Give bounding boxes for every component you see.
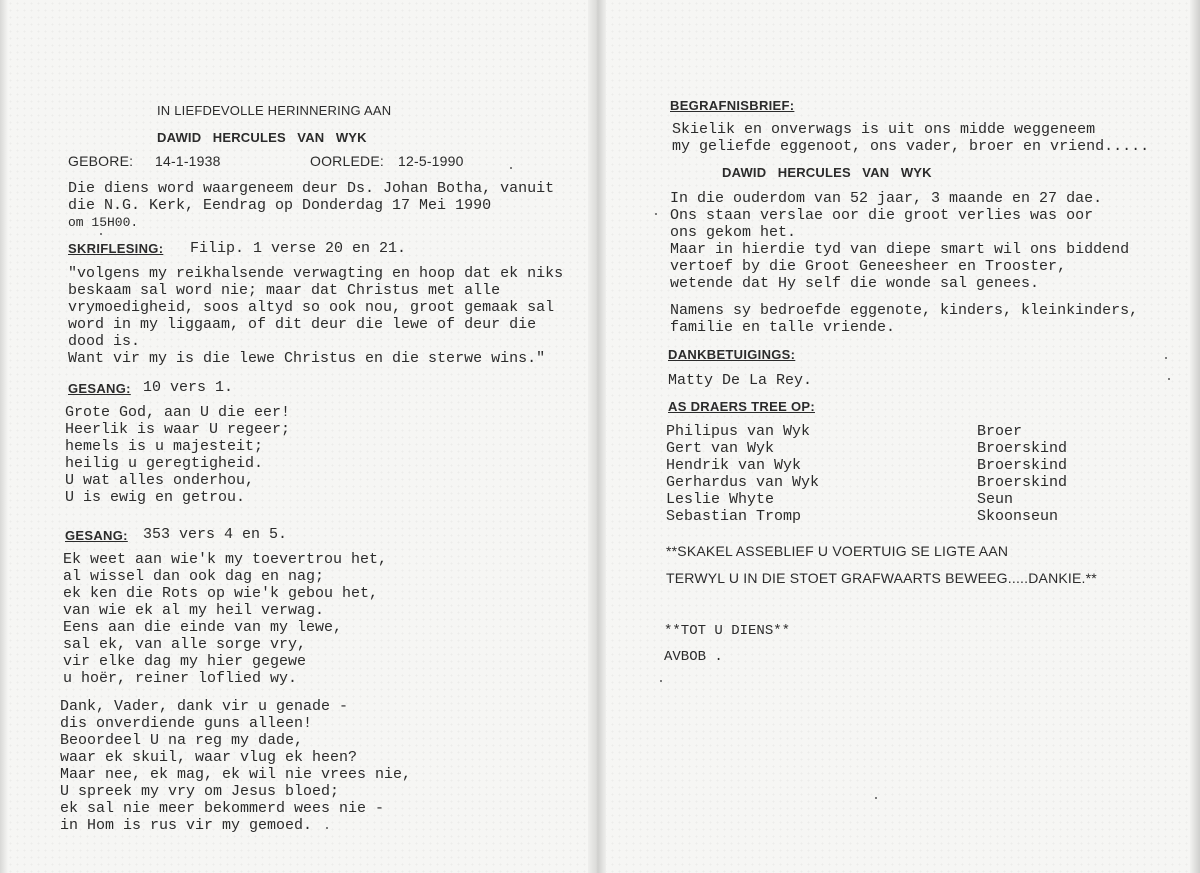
- funeral-letter-label: BEGRAFNISBRIEF:: [670, 98, 795, 113]
- reading-line: beskaam sal word nie; maar dat Christus met alle: [68, 282, 501, 299]
- hymn2-verse2-line: Dank, Vader, dank vir u genade -: [60, 698, 349, 715]
- hymn1-line: Grote God, aan U die eer!: [65, 404, 291, 421]
- hymn2-verse1-line: vir elke dag my hier gegewe: [63, 653, 307, 670]
- hymn2-verse2-line: waar ek skuil, waar vlug ek heen?: [60, 749, 358, 766]
- closing-text: **TOT U DIENS**: [664, 623, 791, 639]
- born-label: GEBORE:: [68, 153, 134, 169]
- hymn1-line: heilig u geregtigheid.: [65, 455, 264, 472]
- company-name: AVBOB .: [664, 649, 723, 665]
- bearer-relation: Broerskind: [977, 440, 1068, 457]
- paper-fold: [588, 0, 606, 873]
- bearer-relation: Broerskind: [977, 474, 1068, 491]
- bearer-name: Sebastian Tromp: [666, 508, 802, 525]
- hymn2-verse2: [60, 698, 411, 834]
- age-line: Maar in hierdie tyd van diepe smart wil ons biddend: [670, 241, 1130, 258]
- funeral-letter-line: my geliefde eggenoot, ons vader, broer en vriend.....: [672, 138, 1150, 155]
- scan-speck: [1168, 378, 1170, 380]
- bearer-name: Hendrik van Wyk: [666, 457, 802, 474]
- reading-text: [68, 265, 563, 367]
- behalf-text: [670, 302, 1138, 336]
- hymn2-verse1-line: Eens aan die einde van my lewe,: [63, 619, 343, 636]
- hymn2-verse2-line: ek sal nie meer bekommerd wees nie -: [60, 800, 385, 817]
- hymn2-label: GESANG:: [65, 528, 128, 543]
- bearers-names: [666, 423, 819, 525]
- deceased-name: DAWID HERCULES VAN WYK: [157, 130, 367, 145]
- reading-line: vrymoedigheid, soos altyd so ook nou, groot gemaak sal: [68, 299, 555, 316]
- hymn2-verse1-line: Ek weet aan wie'k my toevertrou het,: [63, 551, 388, 568]
- hymn2-verse1: [63, 551, 387, 687]
- age-line: In die ouderdom van 52 jaar, 3 maande en 27 dae.: [670, 190, 1103, 207]
- notice-line-1: **SKAKEL ASSEBLIEF U VOERTUIG SE LIGTE AAN: [666, 543, 1009, 559]
- age-line: ons gekom het.: [670, 224, 797, 241]
- behalf-line: Namens sy bedroefde eggenote, kinders, kleinkinders,: [670, 302, 1139, 319]
- age-line: wetende dat Hy self die wonde sal genees.: [670, 275, 1040, 292]
- service-line: om 15H00.: [68, 215, 139, 230]
- notice-line-2: TERWYL U IN DIE STOET GRAFWAARTS BEWEEG.....DANKIE.**: [666, 570, 1097, 586]
- died-label: OORLEDE:: [310, 153, 384, 169]
- hymn2-verse2-line: Beoordeel U na reg my dade,: [60, 732, 304, 749]
- scan-speck: [510, 167, 512, 169]
- bearer-relation: Skoonseun: [977, 508, 1059, 525]
- died-date: 12-5-1990: [398, 153, 464, 169]
- hymn2-verse1-line: ek ken die Rots op wie'k gebou het,: [63, 585, 379, 602]
- bearers-relations: [977, 423, 1067, 525]
- age-text: [670, 190, 1129, 292]
- bearer-relation: Seun: [977, 491, 1014, 508]
- scan-speck: [326, 827, 328, 829]
- bearers-label: AS DRAERS TREE OP:: [668, 399, 815, 414]
- paper-left-edge: [0, 0, 8, 873]
- service-details: [68, 180, 554, 231]
- bearer-name: Philipus van Wyk: [666, 423, 811, 440]
- hymn2-verse2-line: Maar nee, ek mag, ek wil nie vrees nie,: [60, 766, 412, 783]
- funeral-letter-line: Skielik en onverwags is uit ons midde weggeneem: [672, 121, 1096, 138]
- hymn2-verse1-line: van wie ek al my heil verwag.: [63, 602, 325, 619]
- service-line: die N.G. Kerk, Eendrag op Donderdag 17 Mei 1990: [68, 197, 492, 214]
- paper-right-edge: [1190, 0, 1200, 873]
- memorial-title: IN LIEFDEVOLLE HERINNERING AAN: [157, 103, 392, 118]
- service-line: Die diens word waargeneem deur Ds. Johan Botha, vanuit: [68, 180, 555, 197]
- bearer-relation: Broerskind: [977, 457, 1068, 474]
- funeral-letter-text: [672, 121, 1149, 155]
- hymn2-verse2-line: U spreek my vry om Jesus bloed;: [60, 783, 340, 800]
- scan-speck: [1165, 357, 1167, 359]
- hymn2-verse2-line: in Hom is rus vir my gemoed.: [60, 817, 313, 834]
- bearer-name: Gert van Wyk: [666, 440, 775, 457]
- hymn2-verse2-line: dis onverdiende guns alleen!: [60, 715, 313, 732]
- scan-speck: [100, 233, 102, 235]
- reading-line: dood is.: [68, 333, 141, 350]
- behalf-line: familie en talle vriende.: [670, 319, 896, 336]
- thanks-text: Matty De La Rey.: [668, 372, 813, 389]
- hymn1-line: Heerlik is waar U regeer;: [65, 421, 291, 438]
- bearer-relation: Broer: [977, 423, 1023, 440]
- bearer-name: Leslie Whyte: [666, 491, 775, 508]
- age-line: vertoef by die Groot Geneesheer en Trooster,: [670, 258, 1067, 275]
- hymn1-line: hemels is u majesteit;: [65, 438, 264, 455]
- hymn1-line: U wat alles onderhou,: [65, 472, 255, 489]
- hymn1-label: GESANG:: [68, 381, 131, 396]
- reading-line: Want vir my is die lewe Christus en die sterwe wins.": [68, 350, 546, 367]
- bearer-name: Gerhardus van Wyk: [666, 474, 820, 491]
- reading-line: "volgens my reikhalsende verwagting en hoop dat ek niks: [68, 265, 564, 282]
- reading-line: word in my liggaam, of dit deur die lewe of deur die: [68, 316, 537, 333]
- scan-speck: [655, 213, 657, 215]
- age-line: Ons staan verslae oor die groot verlies was oor: [670, 207, 1094, 224]
- hymn1-line: U is ewig en getrou.: [65, 489, 246, 506]
- scan-speck: [875, 797, 877, 799]
- reading-label: SKRIFLESING:: [68, 241, 164, 256]
- scan-speck: [660, 680, 662, 682]
- hymn2-verse1-line: al wissel dan ook dag en nag;: [63, 568, 325, 585]
- thanks-label: DANKBETUIGINGS:: [668, 347, 796, 362]
- hymn1-text: [65, 404, 290, 506]
- hymn2-verse1-line: sal ek, van alle sorge vry,: [63, 636, 307, 653]
- hymn1-reference: 10 vers 1.: [143, 379, 234, 396]
- born-date: 14-1-1938: [155, 153, 221, 169]
- hymn2-verse1-line: u hoër, reiner loflied wy.: [63, 670, 298, 687]
- reading-reference: Filip. 1 verse 20 en 21.: [190, 240, 407, 257]
- right-deceased-name: DAWID HERCULES VAN WYK: [722, 165, 932, 180]
- hymn2-reference: 353 vers 4 en 5.: [143, 526, 288, 543]
